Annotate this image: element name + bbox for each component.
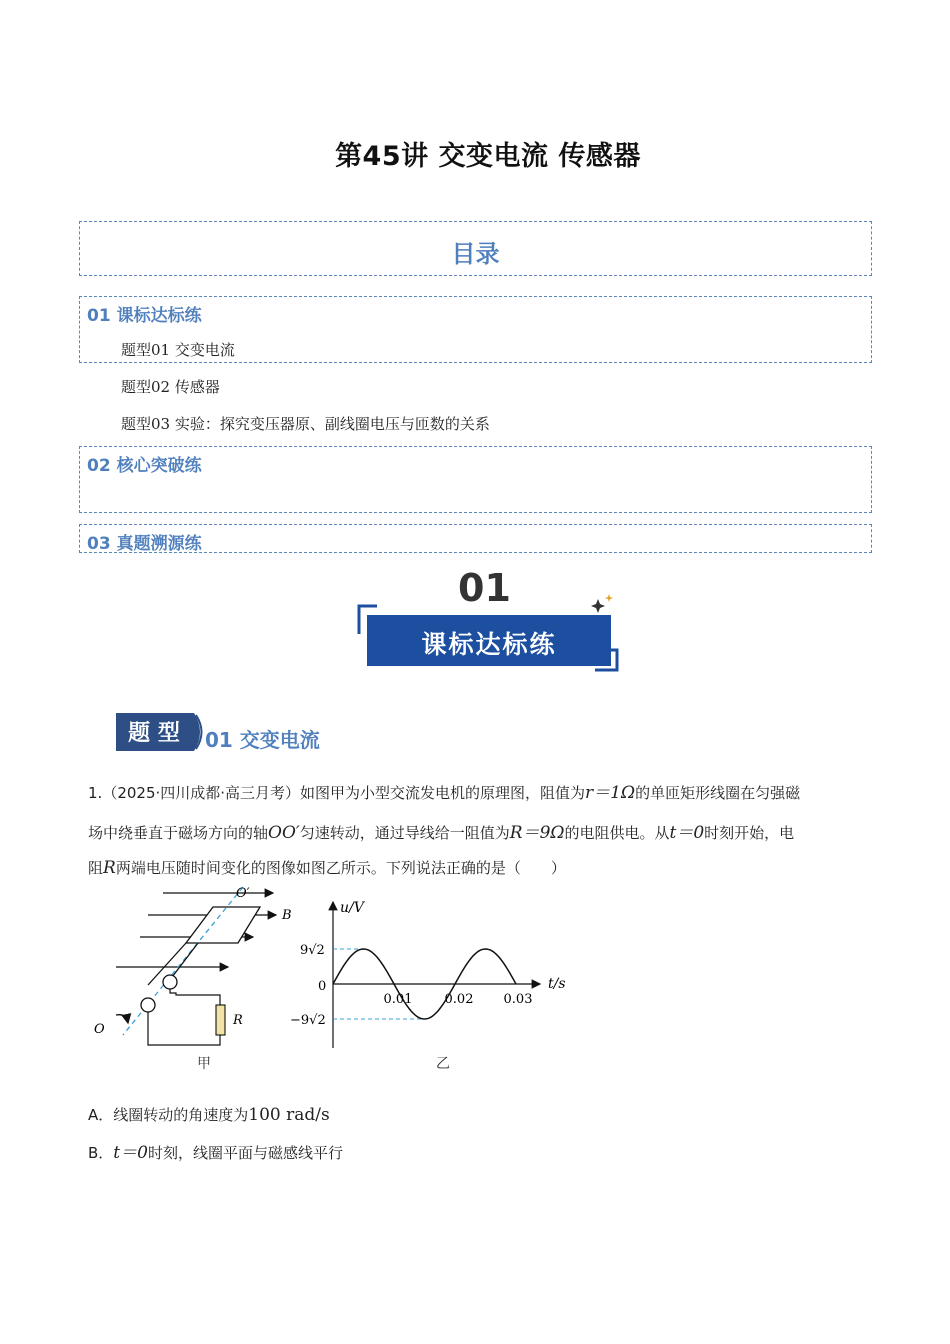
question-text-1a: 如图甲为小型交流发电机的原理图，阻值为	[300, 784, 586, 802]
option-b-letter: B．	[88, 1144, 114, 1162]
sparkle-icon	[591, 599, 605, 613]
y-tick-negative: −9√2	[290, 1013, 326, 1028]
y-axis-label: u/V	[340, 900, 364, 916]
option-b[interactable]	[88, 1138, 343, 1163]
toc-item-1[interactable]: 题型01 交变电流	[121, 341, 235, 359]
question-text-1b: 的单匝矩形线圈在匀强磁	[635, 784, 801, 802]
R-symbol: R	[103, 858, 116, 878]
question-text-3b: 两端电压随时间变化的图像如图乙所示。下列说法正确的是（ ）	[115, 859, 566, 877]
x-tick-label: 0.02	[444, 992, 474, 1007]
option-a-letter: A．	[88, 1106, 114, 1124]
label-R: R	[233, 1013, 243, 1028]
origin-label: 0	[318, 979, 327, 994]
figure-jia-caption: 甲	[197, 1056, 211, 1072]
toc-title: 目录	[451, 240, 500, 268]
toc-section-2-heading[interactable]: 02 核心突破练	[87, 456, 202, 476]
axis-expression: OO′	[268, 823, 300, 843]
question-type-badge-text: 题 型	[128, 720, 180, 746]
option-b-text: 时刻，线圈平面与磁感线平行	[147, 1144, 343, 1162]
label-O: O	[94, 1022, 105, 1037]
question-text-2c: 的电阻供电。从	[564, 824, 670, 842]
slip-ring	[163, 975, 177, 989]
toc-section-1-heading[interactable]: 01 课标达标练	[87, 306, 202, 326]
x-tick-label: 0.01	[383, 992, 413, 1007]
question-line-2	[88, 818, 794, 843]
x-tick-label: 0.03	[503, 992, 533, 1007]
question-text-2b: 匀速转动，通过导线给一阻值为	[299, 824, 510, 842]
option-a-expr: 100 rad/s	[248, 1105, 330, 1125]
toc-section-3-heading[interactable]: 03 真题溯源练	[87, 534, 202, 554]
question-number: 1.	[88, 784, 103, 802]
option-b-expr: t＝0	[113, 1143, 148, 1163]
toc-header-box	[79, 221, 872, 276]
figure-yi-caption: 乙	[436, 1056, 450, 1072]
banner-bar	[367, 615, 611, 666]
option-a[interactable]	[88, 1104, 330, 1125]
rotation-arrow	[116, 1015, 128, 1023]
question-source: （2025·四川成都·高三月考）	[102, 784, 301, 802]
x-axis-label: t/s	[548, 976, 566, 992]
toc-item-2[interactable]: 题型02 传感器	[121, 378, 220, 396]
banner-number: 01	[458, 566, 511, 610]
toc-item-3[interactable]	[121, 413, 490, 434]
label-B: B	[282, 908, 292, 923]
question-type-badge	[116, 713, 206, 751]
question-line-1	[88, 778, 800, 803]
question-text-3a: 阻	[88, 859, 104, 877]
toc-item-3-prefix: 题型03 实验：	[121, 415, 220, 433]
figure-generator-diagram	[88, 885, 298, 1075]
question-text-2d: 时刻开始，电	[704, 824, 795, 842]
option-a-text: 线圈转动的角速度为	[113, 1106, 249, 1124]
label-Oprime: O′	[236, 886, 250, 901]
figure-voltage-chart	[288, 892, 578, 1052]
slip-ring	[141, 998, 155, 1012]
R-expression: R＝9Ω	[509, 823, 565, 843]
y-tick-positive: 9√2	[300, 943, 325, 958]
resistor	[216, 1005, 225, 1035]
question-type-label: 01 交变电流	[205, 728, 320, 752]
banner-text: 课标达标练	[421, 630, 557, 659]
t-expression: t＝0	[669, 823, 705, 843]
r-expression: r＝1Ω	[585, 783, 636, 803]
toc-item-3-rest: 探究变压器原、副线圈电压与匝数的关系	[219, 415, 490, 433]
question-line-3	[88, 857, 566, 878]
sparkle-small-icon	[605, 594, 613, 602]
question-text-2a: 场中绕垂直于磁场方向的轴	[88, 824, 269, 842]
document-title: 第45讲 交变电流 传感器	[335, 141, 641, 172]
